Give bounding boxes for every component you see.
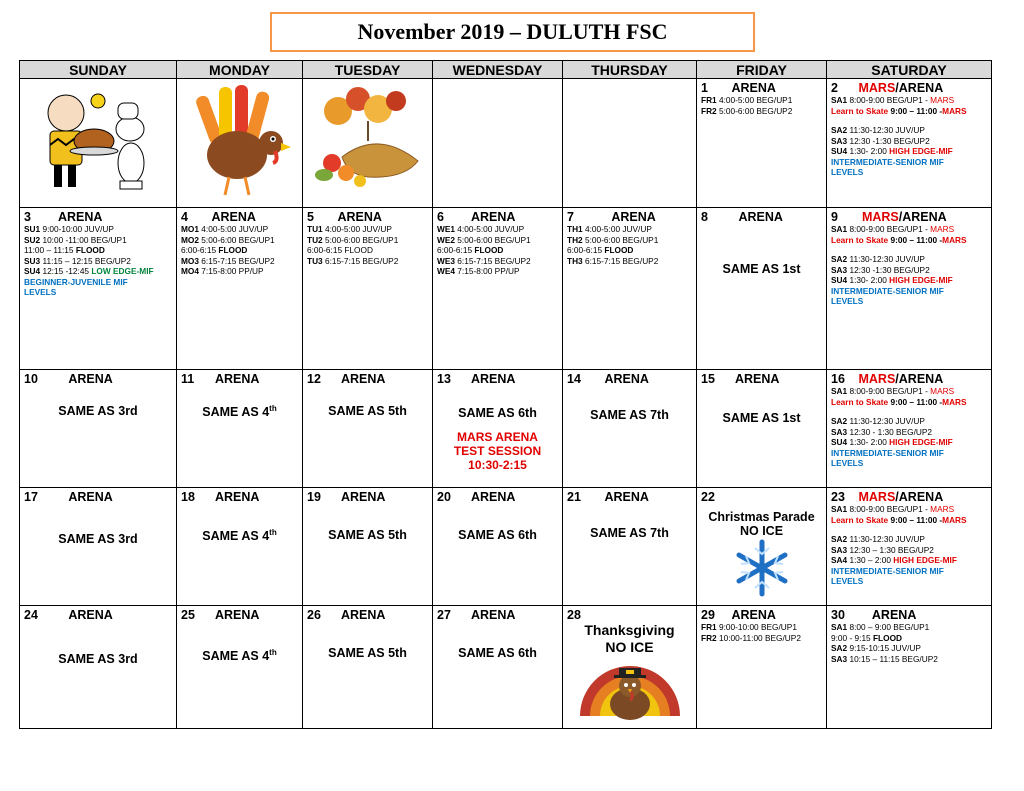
session-line: WE4 7:15-8:00 PP/UP — [437, 266, 520, 276]
levels-note: LEVELS — [24, 287, 57, 297]
day-27 — [433, 606, 563, 729]
day-2 — [827, 79, 992, 208]
cell-empty-wednesday — [433, 79, 563, 208]
test-session-note: TEST SESSION — [453, 444, 542, 458]
learn-to-skate-line: Learn to Skate 9:00 – 11:00 -MARS — [831, 514, 967, 525]
day-number: 6 — [437, 210, 444, 224]
cell-empty-sunday — [20, 79, 177, 208]
same-as-note: SAME AS 5th — [328, 646, 407, 660]
session-line: TU2 5:00-6:00 BEG/UP1 — [307, 234, 399, 245]
day-11 — [177, 370, 303, 488]
same-as-note: SAME AS 5th — [328, 528, 407, 542]
session-line: SA3 12:30 -1:30 BEG/UP2 — [831, 264, 930, 275]
cell-empty-monday — [177, 79, 303, 208]
levels-note: LEVELS — [831, 296, 864, 306]
session-line: SA2 9:15-10:15 JUV/UP — [831, 643, 921, 653]
day-number: 2 — [831, 81, 838, 95]
day-9 — [827, 208, 992, 370]
day-15 — [697, 370, 827, 488]
session-line: SA1 8:00 – 9:00 BEG/UP1 — [831, 622, 930, 632]
session-line: SA3 10:15 – 11:15 BEG/UP2 — [831, 653, 938, 664]
day-18 — [177, 488, 303, 606]
day-4 — [177, 208, 303, 370]
day-number: 3 — [24, 210, 31, 224]
session-line: SU2 10:00 -11:00 BEG/UP1 — [24, 234, 127, 245]
same-as-note: SAME AS 1st — [722, 411, 801, 425]
day-number: 1 — [701, 81, 708, 95]
test-session-note: MARS ARENA — [457, 430, 538, 444]
learn-to-skate-line: Learn to Skate 9:00 – 11:00 -MARS — [831, 234, 967, 245]
day-29 — [697, 606, 827, 729]
rink-heading: ARENA — [731, 81, 776, 95]
same-as-note: SAME AS 6th — [458, 528, 537, 542]
day-5 — [303, 208, 433, 370]
day-number: 13 — [437, 372, 451, 386]
session-line: 6:00-6:15 FLOOD — [437, 245, 504, 255]
same-as-note: SAME AS 3rd — [58, 404, 138, 418]
day-number: 9 — [831, 210, 838, 224]
session-line: TH1 4:00-5:00 JUV/UP — [567, 224, 652, 234]
day-25 — [177, 606, 303, 729]
christmas-parade-note: Christmas Parade — [708, 510, 815, 524]
day-19 — [303, 488, 433, 606]
rink-heading: ARENA — [871, 608, 917, 622]
day-24 — [20, 606, 177, 729]
session-line: TU3 6:15-7:15 BEG/UP2 — [307, 255, 399, 266]
session-line: SA1 8:00-9:00 BEG/UP1 - MARS — [831, 224, 955, 234]
rink-heading: ARENA — [340, 372, 386, 386]
session-line: 11:00 – 11:15 FLOOD — [24, 245, 105, 255]
levels-note: INTERMEDIATE-SENIOR MIF — [831, 285, 944, 296]
same-as-note: SAME AS 4th — [202, 528, 277, 544]
session-line: MO2 5:00-6:00 BEG/UP1 — [181, 234, 275, 245]
session-line: SU4 1:30- 2:00 HIGH EDGE-MIF — [831, 275, 953, 285]
same-as-note: SAME AS 7th — [590, 408, 669, 422]
rink-heading: ARENA — [68, 608, 113, 622]
session-line: WE3 6:15-7:15 BEG/UP2 — [437, 255, 531, 266]
session-line: 6:00-6:15 FLOOD — [181, 245, 248, 255]
session-line: SA2 11:30-12:30 JUV/UP — [831, 125, 925, 135]
mars-label: MARS — [858, 372, 896, 386]
day-number: 27 — [437, 608, 451, 622]
day-number: 28 — [567, 608, 581, 622]
rink-heading: ARENA — [731, 608, 776, 622]
session-line: SU1 9:00-10:00 JUV/UP — [24, 224, 114, 234]
day-7 — [563, 208, 697, 370]
session-line: SU4 1:30- 2:00 HIGH EDGE-MIF — [831, 437, 953, 447]
day-number: 10 — [24, 372, 38, 386]
weekday-header-row — [20, 61, 992, 79]
same-as-note: SAME AS 3rd — [58, 532, 138, 546]
session-line: WE1 4:00-5:00 JUV/UP — [437, 224, 525, 234]
levels-note: INTERMEDIATE-SENIOR MIF — [831, 565, 944, 576]
rink-heading: ARENA — [68, 490, 113, 504]
rink-heading: ARENA — [57, 210, 103, 224]
session-line: TU1 4:00-5:00 JUV/UP — [307, 224, 392, 234]
day-number: 8 — [701, 210, 708, 224]
calendar-title: November 2019 – DULUTH FSC — [270, 12, 755, 52]
cornucopia-icon — [308, 81, 428, 191]
day-number: 12 — [307, 372, 321, 386]
rink-heading: ARENA — [470, 372, 516, 386]
session-line: WE2 5:00-6:00 BEG/UP1 — [437, 234, 531, 245]
snowflake-icon — [719, 538, 805, 598]
session-line: MO1 4:00-5:00 JUV/UP — [181, 224, 269, 234]
peanuts-thanksgiving-illustration — [24, 81, 172, 199]
rink-heading: /ARENA — [898, 210, 947, 224]
session-line: MO3 6:15-7:15 BEG/UP2 — [181, 255, 275, 266]
rink-heading: ARENA — [211, 210, 256, 224]
rink-heading: ARENA — [734, 372, 780, 386]
rink-heading: ARENA — [214, 490, 260, 504]
rink-heading: /ARENA — [895, 81, 944, 95]
session-line: TH2 5:00-6:00 BEG/UP1 — [567, 234, 659, 245]
day-number: 23 — [831, 490, 845, 504]
day-12 — [303, 370, 433, 488]
rink-heading: /ARENA — [895, 490, 944, 504]
turkey-illustration — [567, 656, 692, 720]
session-line: SA1 8:00-9:00 BEG/UP1 - MARS — [831, 95, 955, 105]
day-number: 7 — [567, 210, 574, 224]
rink-heading: ARENA — [340, 608, 386, 622]
session-line: FR1 9:00-10:00 BEG/UP1 — [701, 622, 797, 632]
day-number: 25 — [181, 608, 195, 622]
no-ice-note: NO ICE — [605, 639, 654, 655]
levels-note: INTERMEDIATE-SENIOR MIF — [831, 156, 944, 167]
day-20 — [433, 488, 563, 606]
rink-heading: ARENA — [604, 372, 649, 386]
session-line: FR2 5:00-6:00 BEG/UP2 — [701, 105, 793, 116]
levels-note: LEVELS — [831, 576, 864, 586]
day-14 — [563, 370, 697, 488]
weekday-saturday: SATURDAY — [827, 61, 992, 79]
day-number: 11 — [181, 372, 195, 386]
session-line: 9:00 - 9:15 FLOOD — [831, 632, 903, 643]
session-line: SA3 12:30 - 1:30 BEG/UP2 — [831, 426, 933, 437]
day-23 — [827, 488, 992, 606]
day-30 — [827, 606, 992, 729]
session-line: TH3 6:15-7:15 BEG/UP2 — [567, 255, 659, 266]
day-number: 24 — [24, 608, 38, 622]
same-as-note: SAME AS 6th — [458, 406, 537, 420]
hand-turkey-icon — [185, 81, 295, 199]
rink-heading: ARENA — [470, 210, 516, 224]
levels-note: INTERMEDIATE-SENIOR MIF — [831, 447, 944, 458]
thanksgiving-note: Thanksgiving — [584, 622, 675, 638]
session-line: 6:00-6:15 FLOOD — [567, 245, 634, 255]
same-as-note: SAME AS 5th — [328, 404, 407, 418]
rink-heading: ARENA — [604, 490, 649, 504]
weekday-tuesday: TUESDAY — [303, 61, 433, 79]
learn-to-skate-line: Learn to Skate 9:00 – 11:00 -MARS — [831, 105, 967, 116]
day-16 — [827, 370, 992, 488]
rink-heading: ARENA — [214, 608, 260, 622]
weekday-monday: MONDAY — [177, 61, 303, 79]
cell-empty-tuesday — [303, 79, 433, 208]
session-line: SA1 8:00-9:00 BEG/UP1 - MARS — [831, 504, 955, 514]
test-session-time: 10:30-2:15 — [468, 458, 527, 472]
mars-label: MARS — [858, 81, 896, 95]
day-number: 18 — [181, 490, 195, 504]
rink-heading: /ARENA — [895, 372, 944, 386]
day-17 — [20, 488, 177, 606]
day-number: 14 — [567, 372, 581, 386]
session-line: SA3 12:30 -1:30 BEG/UP2 — [831, 135, 930, 146]
day-28 — [563, 606, 697, 729]
day-8 — [697, 208, 827, 370]
session-line: FR1 4:00-5:00 BEG/UP1 — [701, 95, 793, 105]
day-number: 26 — [307, 608, 321, 622]
rink-heading: ARENA — [340, 490, 386, 504]
mars-label: MARS — [858, 490, 896, 504]
session-line: 6:00-6:15 FLOOD — [307, 245, 373, 255]
mars-label: MARS — [861, 210, 899, 224]
charlie-brown-snoopy-icon — [38, 81, 158, 199]
day-number: 15 — [701, 372, 715, 386]
weekday-friday: FRIDAY — [697, 61, 827, 79]
day-number: 30 — [831, 608, 845, 622]
rink-heading: ARENA — [738, 210, 783, 224]
learn-to-skate-line: Learn to Skate 9:00 – 11:00 -MARS — [831, 396, 967, 407]
rink-heading: ARENA — [611, 210, 656, 224]
day-number: 19 — [307, 490, 321, 504]
cell-empty-thursday — [563, 79, 697, 208]
weekday-thursday: THURSDAY — [563, 61, 697, 79]
rink-heading: ARENA — [337, 210, 382, 224]
day-number: 21 — [567, 490, 581, 504]
rink-heading: ARENA — [470, 608, 516, 622]
same-as-note: SAME AS 6th — [458, 646, 537, 660]
same-as-note: SAME AS 4th — [202, 404, 277, 420]
session-line: MO4 7:15-8:00 PP/UP — [181, 266, 264, 276]
day-26 — [303, 606, 433, 729]
day-number: 29 — [701, 608, 715, 622]
turkey-icon — [570, 656, 690, 720]
day-1 — [697, 79, 827, 208]
day-number: 4 — [181, 210, 188, 224]
snowflake-illustration — [701, 538, 822, 598]
same-as-note: SAME AS 1st — [722, 262, 801, 276]
session-line: SA4 1:30 – 2:00 HIGH EDGE-MIF — [831, 555, 957, 565]
session-line: SU4 12:15 -12:45 LOW EDGE-MIF — [24, 266, 154, 276]
session-line: SU3 11:15 – 12:15 BEG/UP2 — [24, 255, 131, 266]
cornucopia-illustration — [307, 81, 428, 191]
same-as-note: SAME AS 4th — [202, 648, 277, 664]
day-22 — [697, 488, 827, 606]
weekday-wednesday: WEDNESDAY — [433, 61, 563, 79]
calendar-grid — [19, 60, 992, 729]
levels-note: LEVELS — [831, 167, 864, 177]
levels-note: BEGINNER-JUVENILE MIF — [24, 276, 128, 287]
session-line: SA3 12:30 – 1:30 BEG/UP2 — [831, 544, 934, 555]
day-10 — [20, 370, 177, 488]
day-number: 16 — [831, 372, 845, 386]
day-13 — [433, 370, 563, 488]
hand-turkey-illustration — [181, 81, 298, 199]
no-ice-note: NO ICE — [739, 524, 784, 538]
rink-heading: ARENA — [68, 372, 113, 386]
day-number: 22 — [701, 490, 715, 504]
day-6 — [433, 208, 563, 370]
day-21 — [563, 488, 697, 606]
session-line: FR2 10:00-11:00 BEG/UP2 — [701, 632, 801, 643]
rink-heading: ARENA — [470, 490, 516, 504]
session-line: SU4 1:30- 2:00 HIGH EDGE-MIF — [831, 146, 953, 156]
session-line: SA2 11:30-12:30 JUV/UP — [831, 534, 925, 544]
session-line: SA2 11:30-12:30 JUV/UP — [831, 416, 925, 426]
day-number: 17 — [24, 490, 38, 504]
same-as-note: SAME AS 7th — [590, 526, 669, 540]
weekday-sunday: SUNDAY — [20, 61, 177, 79]
day-3 — [20, 208, 177, 370]
rink-heading: ARENA — [214, 372, 260, 386]
levels-note: LEVELS — [831, 458, 864, 468]
session-line: SA2 11:30-12:30 JUV/UP — [831, 254, 925, 264]
session-line: SA1 8:00-9:00 BEG/UP1 - MARS — [831, 386, 955, 396]
day-number: 5 — [307, 210, 314, 224]
same-as-note: SAME AS 3rd — [58, 652, 138, 666]
day-number: 20 — [437, 490, 451, 504]
